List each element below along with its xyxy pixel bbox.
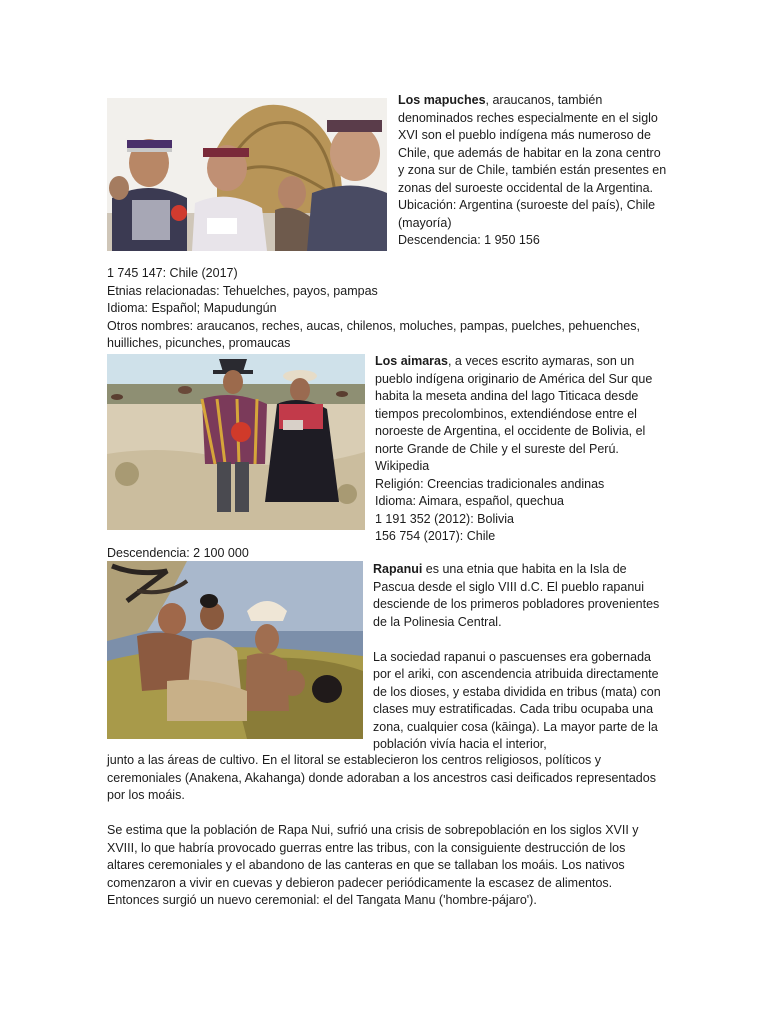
rapanui-details (107, 752, 662, 910)
aimaras-intro: Los aimaras, a veces escrito aymaras, son un pueblo indígena originario de América del Sur que habita la meseta andina del lago Titicaca desde tiempos precolombinos, extendiéndose entre el noroeste de Argentina, el occidente de Bolivia, el norte Grande de Chile y el sureste del Perú. (375, 354, 653, 456)
aimara-couple-photo (107, 354, 365, 530)
aimaras-bolivia: 1 191 352 (2012): Bolivia (375, 511, 514, 526)
rapanui-society-continuation: junto a las áreas de cultivo. En el litoral se establecieron los centros religiosos, políticos y ceremoniales (Anakena, Akahanga) donde adoraban a los ancestros casi deificados representados por los moáis. (107, 753, 656, 802)
mapuches-title: Los mapuches (398, 93, 486, 107)
aimaras-religion: Religión: Creencias tradicionales andinas (375, 476, 605, 491)
mapuches-section (398, 92, 668, 250)
mapuches-idioma: Idioma: Español; Mapudungún (107, 301, 277, 315)
rapanui-intro: Rapanui es una etnia que habita en la Isla de Pascua desde el siglo VIII d.C. El pueblo rapanui desciende de los primeros pobladores provenientes de la Polinesia Central. (373, 562, 660, 629)
aimaras-chile: 156 754 (2017): Chile (375, 529, 496, 543)
aimaras-title: Los aimaras (375, 354, 448, 368)
mapuches-etnias: Etnias relacionadas: Tehuelches, payos, pampas (107, 283, 378, 298)
rapanui-section (373, 561, 668, 754)
mapuches-details (107, 265, 652, 353)
aimaras-descendencia: Descendencia: 2 100 000 (107, 546, 249, 560)
rapanui-crisis-paragraph: Se estima que la población de Rapa Nui, sufrió una crisis de sobrepoblación en los siglos XVII y XVIII, lo que habría provocado guerras entre las tribus, con la consiguiente destrucción de los altares ceremoniales y el abandono de las canteras en que se tallaban los moáis. Los nativos comenzaron a vivir en cuevas y debieron padecer periódicamente la escasez de alimentos. Entonces surgió un nuevo ceremonial: el del Tangata Manu ('hombre-pájaro'). (107, 823, 639, 907)
aimaras-section (375, 353, 660, 546)
rapanui-people-photo (107, 561, 363, 739)
mapuches-descendencia: Descendencia: 1 950 156 (398, 233, 540, 247)
mapuches-chile-count: 1 745 147: Chile (2017) (107, 266, 238, 280)
mapuches-ubicacion: Ubicación: Argentina (suroeste del país), Chile (mayoría) (398, 198, 656, 230)
mapuche-children-photo (107, 98, 387, 251)
aimaras-idioma: Idioma: Aimara, español, quechua (375, 494, 565, 508)
rapanui-society-paragraph: La sociedad rapanui o pascuenses era gobernada por el ariki, con ascendencia atribuida directamente de los dioses, y estaba dividida en tribus (mata) con clases muy estratificadas. Cada tribu ocupaba una zona, cualquier cosa (kāinga). La mayor parte de la población vivía hacia el interior, (373, 649, 661, 751)
mapuches-intro: Los mapuches, araucanos, también denominados reches especialmente en el siglo XVI son el pueblo indígena más numeroso de Chile, que además de habitar en la zona centro y zona sur de Chile, también están presentes en zonas del suroeste occidental de la Argentina. (398, 93, 667, 195)
mapuches-otros-nombres: Otros nombres: araucanos, reches, aucas, chilenos, moluches, pampas, puelches, pehuenches, huilliches, picunches, promaucas (107, 318, 640, 350)
rapanui-title: Rapanui (373, 562, 423, 576)
aimaras-source: Wikipedia (375, 459, 430, 473)
